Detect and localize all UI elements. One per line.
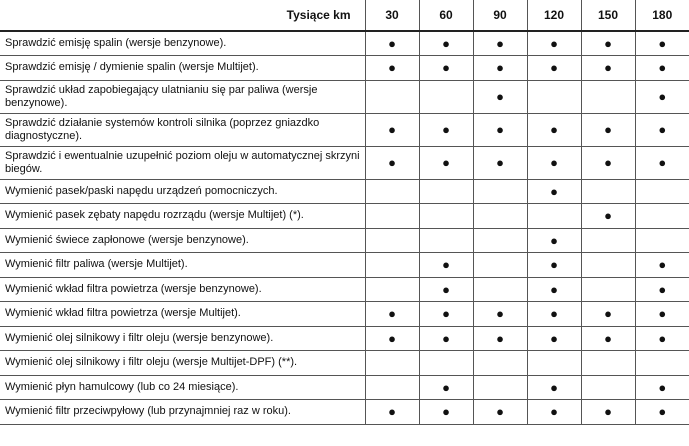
interval-cell-90 xyxy=(473,375,527,400)
interval-cell-120 xyxy=(527,351,581,376)
scheduled-dot-icon: ● xyxy=(550,379,558,395)
scheduled-dot-icon: ● xyxy=(442,404,450,420)
interval-cell-60 xyxy=(419,351,473,376)
scheduled-dot-icon: ● xyxy=(496,60,504,76)
interval-cell-30 xyxy=(365,253,419,278)
scheduled-dot-icon: ● xyxy=(496,404,504,420)
scheduled-dot-icon: ● xyxy=(388,330,396,346)
scheduled-dot-icon: ● xyxy=(496,36,504,51)
scheduled-dot-icon: ● xyxy=(388,404,396,420)
scheduled-dot-icon: ● xyxy=(658,36,667,51)
interval-cell-150 xyxy=(581,204,635,229)
scheduled-dot-icon: ● xyxy=(658,379,667,395)
column-header-90: 90 xyxy=(473,0,527,31)
interval-cell-90 xyxy=(473,400,527,425)
interval-cell-180 xyxy=(635,375,689,400)
table-row xyxy=(0,302,689,327)
interval-cell-180 xyxy=(635,179,689,204)
interval-cell-60 xyxy=(419,80,473,113)
scheduled-dot-icon: ● xyxy=(496,89,504,104)
interval-cell-60 xyxy=(419,400,473,425)
task-description: Wymienić wkład filtra powietrza (wersje benzynowe). xyxy=(0,277,365,302)
interval-cell-60 xyxy=(419,277,473,302)
scheduled-dot-icon: ● xyxy=(658,330,667,346)
interval-cell-60 xyxy=(419,204,473,229)
interval-cell-150 xyxy=(581,146,635,179)
interval-cell-30 xyxy=(365,204,419,229)
interval-cell-120 xyxy=(527,326,581,351)
interval-cell-90 xyxy=(473,179,527,204)
scheduled-dot-icon: ● xyxy=(658,89,667,104)
table-row xyxy=(0,400,689,425)
interval-cell-90 xyxy=(473,351,527,376)
table-row xyxy=(0,204,689,229)
task-description: Sprawdzić układ zapobiegający ulatnianiu się par paliwa (wersje benzynowe). xyxy=(0,80,365,113)
column-header-30: 30 xyxy=(365,0,419,31)
interval-cell-90 xyxy=(473,56,527,81)
scheduled-dot-icon: ● xyxy=(604,122,612,137)
scheduled-dot-icon: ● xyxy=(442,330,450,346)
scheduled-dot-icon: ● xyxy=(442,36,450,51)
scheduled-dot-icon: ● xyxy=(442,257,450,273)
interval-cell-150 xyxy=(581,351,635,376)
interval-cell-90 xyxy=(473,113,527,146)
task-description: Wymienić wkład filtra powietrza (wersje Multijet). xyxy=(0,302,365,327)
interval-cell-30 xyxy=(365,326,419,351)
interval-cell-120 xyxy=(527,277,581,302)
task-description: Wymienić świece zapłonowe (wersje benzynowe). xyxy=(0,228,365,253)
scheduled-dot-icon: ● xyxy=(550,36,558,51)
interval-cell-90 xyxy=(473,277,527,302)
scheduled-dot-icon: ● xyxy=(442,281,450,297)
interval-cell-180 xyxy=(635,326,689,351)
interval-cell-150 xyxy=(581,253,635,278)
interval-cell-30 xyxy=(365,228,419,253)
interval-cell-180 xyxy=(635,204,689,229)
scheduled-dot-icon: ● xyxy=(496,306,504,322)
task-description: Wymienić pasek zębaty napędu rozrządu (wersje Multijet) (*). xyxy=(0,204,365,229)
schedule-body xyxy=(0,31,689,424)
interval-cell-120 xyxy=(527,375,581,400)
interval-cell-180 xyxy=(635,351,689,376)
interval-cell-180 xyxy=(635,113,689,146)
scheduled-dot-icon: ● xyxy=(550,281,558,297)
interval-cell-120 xyxy=(527,400,581,425)
interval-cell-90 xyxy=(473,31,527,56)
interval-cell-150 xyxy=(581,228,635,253)
interval-cell-60 xyxy=(419,228,473,253)
scheduled-dot-icon: ● xyxy=(550,257,558,273)
interval-cell-180 xyxy=(635,31,689,56)
interval-cell-180 xyxy=(635,80,689,113)
interval-cell-30 xyxy=(365,113,419,146)
scheduled-dot-icon: ● xyxy=(442,122,450,137)
column-header-120: 120 xyxy=(527,0,581,31)
interval-cell-60 xyxy=(419,56,473,81)
table-row xyxy=(0,56,689,81)
table-row xyxy=(0,179,689,204)
interval-cell-180 xyxy=(635,400,689,425)
scheduled-dot-icon: ● xyxy=(496,330,504,346)
scheduled-dot-icon: ● xyxy=(442,306,450,322)
table-row xyxy=(0,253,689,278)
scheduled-dot-icon: ● xyxy=(550,122,558,137)
scheduled-dot-icon: ● xyxy=(496,155,504,170)
interval-cell-30 xyxy=(365,375,419,400)
interval-cell-150 xyxy=(581,31,635,56)
column-header-150: 150 xyxy=(581,0,635,31)
interval-cell-90 xyxy=(473,253,527,278)
header-row xyxy=(0,0,689,31)
table-row xyxy=(0,326,689,351)
scheduled-dot-icon: ● xyxy=(604,60,612,76)
interval-cell-30 xyxy=(365,179,419,204)
task-description: Wymienić pasek/paski napędu urządzeń pomocniczych. xyxy=(0,179,365,204)
table-row xyxy=(0,351,689,376)
interval-cell-180 xyxy=(635,228,689,253)
scheduled-dot-icon: ● xyxy=(388,122,396,137)
table-row xyxy=(0,228,689,253)
task-description: Sprawdzić działanie systemów kontroli silnika (poprzez gniazdko diagnostyczne). xyxy=(0,113,365,146)
interval-cell-30 xyxy=(365,400,419,425)
scheduled-dot-icon: ● xyxy=(658,281,667,297)
interval-cell-60 xyxy=(419,302,473,327)
task-description: Sprawdzić emisję spalin (wersje benzynowe). xyxy=(0,31,365,56)
interval-cell-60 xyxy=(419,113,473,146)
scheduled-dot-icon: ● xyxy=(388,155,396,170)
table-row xyxy=(0,113,689,146)
interval-cell-120 xyxy=(527,31,581,56)
scheduled-dot-icon: ● xyxy=(604,208,612,224)
interval-cell-60 xyxy=(419,326,473,351)
scheduled-dot-icon: ● xyxy=(388,36,396,51)
scheduled-dot-icon: ● xyxy=(550,232,558,248)
interval-cell-180 xyxy=(635,56,689,81)
table-row xyxy=(0,375,689,400)
interval-cell-120 xyxy=(527,56,581,81)
scheduled-dot-icon: ● xyxy=(658,404,667,420)
scheduled-dot-icon: ● xyxy=(604,404,612,420)
task-description: Wymienić filtr przeciwpyłowy (lub przynajmniej raz w roku). xyxy=(0,400,365,425)
table-row xyxy=(0,146,689,179)
scheduled-dot-icon: ● xyxy=(604,36,612,51)
scheduled-dot-icon: ● xyxy=(442,60,450,76)
scheduled-dot-icon: ● xyxy=(658,122,667,137)
task-description: Sprawdzić i ewentualnie uzupełnić poziom oleju w automatycznej skrzyni biegów. xyxy=(0,146,365,179)
scheduled-dot-icon: ● xyxy=(604,306,612,322)
interval-cell-120 xyxy=(527,113,581,146)
interval-cell-30 xyxy=(365,80,419,113)
interval-cell-150 xyxy=(581,56,635,81)
scheduled-dot-icon: ● xyxy=(604,155,612,170)
interval-cell-30 xyxy=(365,146,419,179)
interval-cell-30 xyxy=(365,56,419,81)
interval-cell-90 xyxy=(473,80,527,113)
task-description: Wymienić płyn hamulcowy (lub co 24 miesiące). xyxy=(0,375,365,400)
table-row xyxy=(0,31,689,56)
table-row xyxy=(0,80,689,113)
interval-cell-150 xyxy=(581,113,635,146)
interval-cell-150 xyxy=(581,302,635,327)
interval-cell-150 xyxy=(581,80,635,113)
scheduled-dot-icon: ● xyxy=(658,60,667,76)
scheduled-dot-icon: ● xyxy=(388,306,396,322)
scheduled-dot-icon: ● xyxy=(550,404,558,420)
interval-cell-30 xyxy=(365,31,419,56)
interval-cell-150 xyxy=(581,277,635,302)
interval-cell-120 xyxy=(527,204,581,229)
table-row xyxy=(0,277,689,302)
interval-cell-180 xyxy=(635,253,689,278)
interval-cell-60 xyxy=(419,146,473,179)
interval-cell-150 xyxy=(581,375,635,400)
interval-cell-60 xyxy=(419,179,473,204)
task-description: Wymienić olej silnikowy i filtr oleju (wersje benzynowe). xyxy=(0,326,365,351)
interval-cell-180 xyxy=(635,302,689,327)
interval-cell-150 xyxy=(581,400,635,425)
interval-cell-90 xyxy=(473,146,527,179)
interval-cell-120 xyxy=(527,228,581,253)
interval-cell-120 xyxy=(527,146,581,179)
scheduled-dot-icon: ● xyxy=(442,379,450,395)
scheduled-dot-icon: ● xyxy=(550,155,558,170)
interval-cell-120 xyxy=(527,179,581,204)
task-description: Wymienić olej silnikowy i filtr oleju (wersje Multijet-DPF) (**). xyxy=(0,351,365,376)
scheduled-dot-icon: ● xyxy=(604,330,612,346)
interval-cell-90 xyxy=(473,228,527,253)
column-header-180: 180 xyxy=(635,0,689,31)
scheduled-dot-icon: ● xyxy=(496,122,504,137)
interval-cell-90 xyxy=(473,326,527,351)
interval-cell-120 xyxy=(527,302,581,327)
scheduled-dot-icon: ● xyxy=(442,155,450,170)
interval-cell-60 xyxy=(419,31,473,56)
scheduled-dot-icon: ● xyxy=(388,60,396,76)
scheduled-dot-icon: ● xyxy=(550,306,558,322)
scheduled-dot-icon: ● xyxy=(550,183,558,199)
task-description: Sprawdzić emisję / dymienie spalin (wersje Multijet). xyxy=(0,56,365,81)
scheduled-dot-icon: ● xyxy=(550,60,558,76)
interval-cell-180 xyxy=(635,146,689,179)
interval-cell-150 xyxy=(581,326,635,351)
scheduled-dot-icon: ● xyxy=(658,155,667,170)
interval-cell-60 xyxy=(419,253,473,278)
interval-cell-60 xyxy=(419,375,473,400)
interval-cell-30 xyxy=(365,302,419,327)
interval-cell-30 xyxy=(365,351,419,376)
interval-cell-120 xyxy=(527,80,581,113)
interval-cell-120 xyxy=(527,253,581,278)
interval-cell-90 xyxy=(473,204,527,229)
scheduled-dot-icon: ● xyxy=(658,306,667,322)
interval-cell-90 xyxy=(473,302,527,327)
interval-cell-180 xyxy=(635,277,689,302)
column-header-60: 60 xyxy=(419,0,473,31)
scheduled-dot-icon: ● xyxy=(550,330,558,346)
interval-cell-30 xyxy=(365,277,419,302)
task-description: Wymienić filtr paliwa (wersje Multijet). xyxy=(0,253,365,278)
interval-cell-150 xyxy=(581,179,635,204)
mileage-header-label: Tysiące km xyxy=(0,0,365,31)
scheduled-dot-icon: ● xyxy=(658,257,667,273)
